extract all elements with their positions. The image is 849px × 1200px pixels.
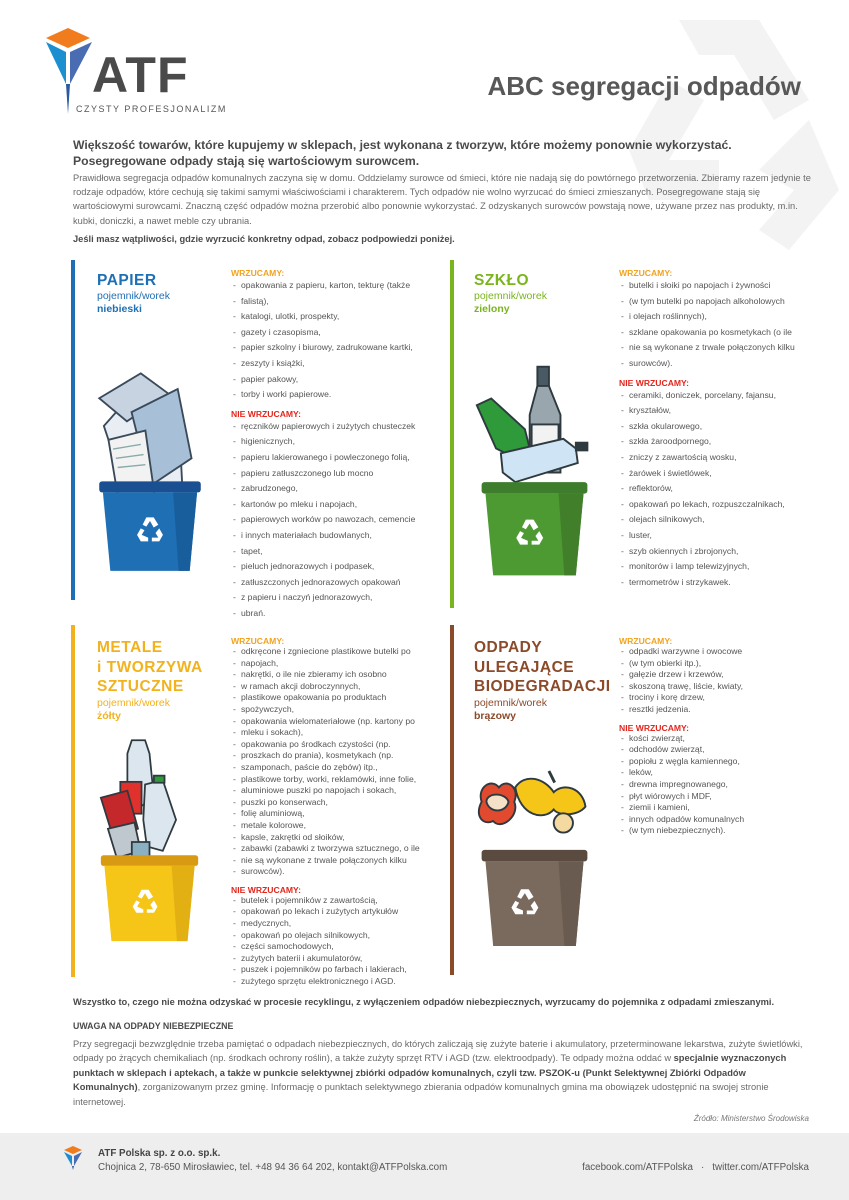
list-item: - kości zwierząt, — [619, 733, 819, 745]
bio-bin-illustration — [472, 762, 597, 957]
list-item: - zabawki (zabawki z tworzywa sztucznego, o ile — [231, 843, 446, 855]
list-item: - odpadki warzywne i owocowe — [619, 646, 819, 658]
list-item: - papier szkolny i biurowy, zadrukowane kartki, — [231, 340, 446, 356]
paper-bin-illustration — [90, 350, 210, 585]
warning-title: UWAGA NA ODPADY NIEBEZPIECZNE — [73, 1021, 234, 1031]
list-item: - tapet, — [231, 544, 446, 560]
list-item: - reflektorów, — [619, 481, 819, 497]
metal-color-label: żółty — [97, 710, 121, 722]
list-item: - i innych materiałach budowlanych, — [231, 528, 446, 544]
paper-yes-list — [231, 278, 446, 403]
glass-bin-info — [474, 290, 547, 316]
list-item: - zeszyty i książki, — [231, 356, 446, 372]
bio-no-list — [619, 733, 819, 837]
metal-lists — [231, 636, 446, 988]
list-item: - papieru zatłuszczonego lub mocno — [231, 466, 446, 482]
metal-no-list — [231, 895, 446, 988]
paper-category-name: PAPIER — [97, 272, 157, 289]
glass-bin-illustration — [472, 360, 597, 585]
list-item: - folię aluminiową, — [231, 808, 446, 820]
paper-accent-bar — [71, 260, 75, 600]
list-item: - nie są wykonane z trwale połączonych kilku — [231, 855, 446, 867]
list-item: - szklane opakowania po kosmetykach (o ile — [619, 325, 819, 341]
list-item: - papieru lakierowanego i powleczonego folią, — [231, 450, 446, 466]
list-item: - (w tym obierki itp.), — [619, 658, 819, 670]
list-item: - kartonów po mleku i napojach, — [231, 497, 446, 513]
source-note: Źródło: Ministerstwo Środowiska — [693, 1114, 809, 1123]
bio-yes-title: WRZUCAMY: — [619, 636, 673, 646]
metal-yes-list — [231, 646, 446, 878]
list-item: - żarówek i świetlówek, — [619, 466, 819, 482]
list-item: - zabrudzonego, — [231, 481, 446, 497]
footer-social — [582, 1162, 809, 1173]
list-item: - opakowań po lekach i zużytych artykułów — [231, 906, 446, 918]
list-item: - proszkach do prania), kosmetykach (np. — [231, 750, 446, 762]
lead-text — [73, 137, 793, 169]
list-item: - nie są wykonane z trwale połączonych kilku — [619, 340, 819, 356]
list-item: - (w tym butelki po napojach alkoholowych — [619, 294, 819, 310]
bio-no-title: NIE WRZUCAMY: — [619, 722, 690, 733]
list-item: - nakrętki, o ile nie zbieramy ich osobno — [231, 669, 446, 681]
warning-text-bold: specjalnie wyznaczonych punktach w sklepach i aptekach, a także w punkcie selektywnej zbiórki odpadów komunalnych, czyli tzw. PSZOK-u (Punkt Selektywnej Zbiórki Odpadów Komunalnych) — [73, 1053, 787, 1093]
metal-bin-info — [97, 697, 170, 723]
lead-line-1: Większość towarów, które kupujemy w sklepach, jest wykonana z tworzyw, które możemy ponownie wykorzystać. — [73, 138, 732, 152]
list-item: - spożywczych, — [231, 704, 446, 716]
list-item: - skoszoną trawę, liście, kwiaty, — [619, 681, 819, 693]
list-item: - szkła okularowego, — [619, 419, 819, 435]
list-item: - torby i worki papierowe. — [231, 387, 446, 403]
bio-category-name: ODPADY ULEGAJĄCE BIODEGRADACJI — [474, 639, 611, 695]
list-item: - mleku i sokach), — [231, 727, 446, 739]
hint-text: Jeśli masz wątpliwości, gdzie wyrzucić konkretny odpad, zobacz podpowiedzi poniżej. — [73, 234, 455, 244]
list-item: - termometrów i strzykawek. — [619, 575, 819, 591]
list-item: - metale kolorowe, — [231, 820, 446, 832]
list-item: - opakowania wielomateriałowe (np. kartony po — [231, 716, 446, 728]
footer-logo-icon — [62, 1146, 84, 1170]
warning-paragraph — [73, 1037, 813, 1109]
glass-no-list — [619, 388, 819, 591]
glass-color-label: zielony — [474, 303, 510, 315]
facebook-link[interactable]: facebook.com/ATFPolska — [582, 1162, 693, 1173]
list-item: - zatłuszczonych jednorazowych opakowań — [231, 575, 446, 591]
warning-text-part-2: , zorganizowanym przez gminę. Informację o punktach selektywnego zbierania odpadów komunalnych gmina ma obowiązek udostępnić na swojej stronie internetowej. — [73, 1082, 769, 1107]
glass-accent-bar — [450, 260, 454, 608]
list-item: - puszki po konserwach, — [231, 797, 446, 809]
bio-lists — [619, 636, 819, 837]
list-item: - (w tym niebezpiecznych). — [619, 825, 819, 837]
intro-paragraph: Prawidłowa segregacja odpadów komunalnych zaczyna się w domu. Oddzielamy surowce od śmieci, które nie nadają się do powtórnego przetworzenia. Zbieramy razem jedynie te rodzaje odpadów, które cechują się takimi samymi właściwościami i charakterem. Tych odpadów nie wolno wyrzucać do śmieci zmieszanych. Posegregowane stają się wartościowymi surowcami. Znaczną część odpadów można przerobić albo ponownie wykorzystać. Z odzyskanych surowców powstają nowe, używane przez nas produkty, m.in. kubki, doniczki, a nawet meble czy ubrania. — [73, 173, 811, 226]
metal-accent-bar — [71, 625, 75, 977]
list-item: - aluminiowe puszki po napojach i sokach, — [231, 785, 446, 797]
list-item: - plastikowe torby, worki, reklamówki, inne folie, — [231, 774, 446, 786]
list-item: - ziemii i kamieni, — [619, 802, 819, 814]
paper-bin-info — [97, 290, 170, 316]
footer-address: Chojnica 2, 78-650 Mirosławiec, tel. +48 94 36 64 202, kontakt@ATFPolska.com — [98, 1162, 448, 1173]
list-item: - opakowania z papieru, karton, tekturę (także — [231, 278, 446, 294]
page-title: ABC segregacji odpadów — [487, 71, 801, 101]
list-item: - zużytych baterii i akumulatorów, — [231, 953, 446, 965]
list-item: - luster, — [619, 528, 819, 544]
footer-company: ATF Polska sp. z o.o. sp.k. — [98, 1148, 221, 1159]
bio-yes-list — [619, 646, 819, 716]
list-item: - medycznych, — [231, 918, 446, 930]
list-item: - surowców). — [231, 866, 446, 878]
list-item: - zniczy z zawartością wosku, — [619, 450, 819, 466]
list-item: - odchodów zwierząt, — [619, 744, 819, 756]
paper-bin-label: pojemnik/worek — [97, 290, 170, 302]
glass-category-name: SZKŁO — [474, 272, 530, 289]
list-item: - monitorów i lamp telewizyjnych, — [619, 559, 819, 575]
list-item: - butelki i słoiki po napojach i żywności — [619, 278, 819, 294]
metal-bin-label: pojemnik/worek — [97, 697, 170, 709]
list-item: - opakowań po olejach silnikowych, — [231, 930, 446, 942]
list-item: - katalogi, ulotki, prospekty, — [231, 309, 446, 325]
list-item: - części samochodowych, — [231, 941, 446, 953]
list-item: - pieluch jednorazowych i podpasek, — [231, 559, 446, 575]
warning-text-part-1: Przy segregacji bezwzględnie trzeba pamiętać o odpadach niebezpiecznych, do których zaliczają się zużyte baterie i akumulatory, przeterminowane lekarstwa, zużyte świetlówki, odpady po żrących chemikaliach (np. środkach ochrony roślin), a także zużyty sprzęt RTV i AGD (tzw. elektroodpady). Te odpady można oddać w — [73, 1039, 803, 1064]
list-item: - puszek i pojemników po farbach i lakierach, — [231, 964, 446, 976]
list-item: - trociny i korę drzew, — [619, 692, 819, 704]
footer — [0, 1133, 849, 1200]
list-item: - z papieru i naczyń jednorazowych, — [231, 590, 446, 606]
paper-no-title: NIE WRZUCAMY: — [231, 408, 302, 419]
list-item: - zużytego sprzętu elektronicznego i AGD. — [231, 976, 446, 988]
list-item: - papier pakowy, — [231, 372, 446, 388]
list-item: - kapsle, zakrętki od słoików, — [231, 832, 446, 844]
list-item: - opakowania po środkach czystości (np. — [231, 739, 446, 751]
paper-no-list — [231, 419, 446, 622]
list-item: - szyb okiennych i zbrojonych, — [619, 544, 819, 560]
list-item: - butelek i pojemników z zawartością, — [231, 895, 446, 907]
glass-lists — [619, 268, 819, 590]
bio-bin-label: pojemnik/worek — [474, 697, 547, 709]
list-item: - płyt wiórowych i MDF, — [619, 791, 819, 803]
glass-bin-label: pojemnik/worek — [474, 290, 547, 302]
bio-color-label: brązowy — [474, 710, 517, 722]
list-item: - ręczników papierowych i zużytych chusteczek — [231, 419, 446, 435]
twitter-link[interactable]: twitter.com/ATFPolska — [712, 1162, 809, 1173]
list-item: - szkła żaroodpornego, — [619, 434, 819, 450]
list-item: - plastikowe opakowania po produktach — [231, 692, 446, 704]
footer-separator: · — [701, 1162, 705, 1173]
lead-line-2: Posegregowane odpady stają się wartościowym surowcem. — [73, 154, 420, 168]
list-item: - odkręcone i zgniecione plastikowe butelki po — [231, 646, 446, 658]
list-item: - olejach silnikowych, — [619, 512, 819, 528]
list-item: - popiołu z węgla kamiennego, — [619, 756, 819, 768]
list-item: - napojach, — [231, 658, 446, 670]
list-item: - opakowań po lekach, rozpuszczalnikach, — [619, 497, 819, 513]
list-item: - drewna impregnowanego, — [619, 779, 819, 791]
metal-yes-title: WRZUCAMY: — [231, 636, 285, 646]
list-item: - resztki jedzenia. — [619, 704, 819, 716]
list-item: - ubrań. — [231, 606, 446, 622]
brand-tagline: CZYSTY PROFESJONALIZM — [76, 104, 227, 114]
metal-no-title: NIE WRZUCAMY: — [231, 884, 302, 895]
brand-name: ATF — [92, 47, 189, 103]
glass-yes-list — [619, 278, 819, 372]
paper-lists — [231, 268, 446, 621]
glass-no-title: NIE WRZUCAMY: — [619, 377, 690, 388]
bio-accent-bar — [450, 625, 454, 975]
list-item: - ceramiki, doniczek, porcelany, fajansu, — [619, 388, 819, 404]
metal-category-name: METALE i TWORZYWA SZTUCZNE — [97, 639, 203, 695]
list-item: - w ramach akcji dobroczynnych, — [231, 681, 446, 693]
list-item: - falistą), — [231, 294, 446, 310]
glass-yes-title: WRZUCAMY: — [619, 268, 673, 278]
list-item: - higienicznych, — [231, 434, 446, 450]
list-item: - surowców). — [619, 356, 819, 372]
list-item: - szamponach, paście do zębów) itp., — [231, 762, 446, 774]
list-item: - kryształów, — [619, 403, 819, 419]
final-note: Wszystko to, czego nie można odzyskać w procesie recyklingu, z wyłączeniem odpadów niebezpiecznych, wyrzucamy do pojemnika z odpadami zmieszanymi. — [73, 997, 775, 1007]
list-item: - papierowych worków po nawozach, cemencie — [231, 512, 446, 528]
list-item: - innych odpadów komunalnych — [619, 814, 819, 826]
list-item: - gazety i czasopisma, — [231, 325, 446, 341]
list-item: - i olejach roślinnych), — [619, 309, 819, 325]
bio-bin-info — [474, 697, 547, 723]
list-item: - gałęzie drzew i krzewów, — [619, 669, 819, 681]
metal-bin-illustration — [92, 722, 207, 962]
paper-yes-title: WRZUCAMY: — [231, 268, 285, 278]
list-item: - leków, — [619, 767, 819, 779]
paper-color-label: niebieski — [97, 303, 142, 315]
